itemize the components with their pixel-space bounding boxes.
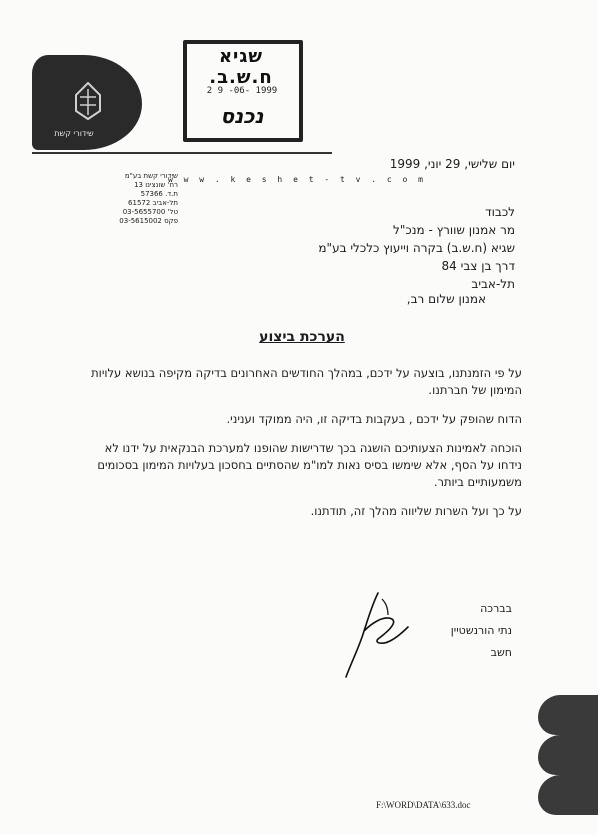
address-line: תל-אביב 61572 <box>128 199 178 207</box>
addressee-line: תל-אביב <box>471 277 515 291</box>
addressee-block <box>260 203 515 293</box>
addressee-line: שגיא (ח.ש.ב) בקרה וייעוץ כלכלי בע"מ <box>318 241 515 255</box>
letter-date: יום שלישי, 29 יוני, 1999 <box>389 157 515 171</box>
closing-greeting: בברכה <box>480 602 512 615</box>
keshet-emblem-icon <box>74 81 102 121</box>
file-path: F:\WORD\DATA\633.doc <box>376 800 471 810</box>
body-paragraph: על פי הזמנתנו, בוצעה על ידכם, במהלך החודשים האחרונים בדיקה מקיפה בנושא עלויות המימון של חברתנו. <box>91 366 522 397</box>
address-line: פקס 03-5615002 <box>119 217 178 225</box>
address-line: ת.ד. 57366 <box>140 190 178 198</box>
addressee-line: דרך בן צבי 84 <box>441 259 515 273</box>
addressee-line: לכבוד <box>485 205 515 219</box>
handwritten-signature <box>338 585 418 685</box>
binder-tab <box>538 695 598 735</box>
keshet-logo <box>32 55 142 150</box>
body-paragraph: הוכחה לאמינות הצעותיכם הושגה בכך שדרישות שהופנו למערכת הבנקאית על ידנו לא נידחו על הסף, אלא שימשו בסיס נאות למו"מ שהסתיים בחסכון בעלויות המימון בסכומים משמעותיים ביותר. <box>97 441 522 489</box>
website-url: w w w . k e s h e t - t v . c o m <box>168 175 426 184</box>
signer-title: חשב <box>490 646 512 659</box>
binder-tab <box>538 735 598 775</box>
address-line: טל' 03-5655700 <box>122 208 178 216</box>
stamp-date: 2 9 -06- 1999 <box>206 86 278 96</box>
closing-block <box>420 598 512 664</box>
addressee-line: מר אמנון שוורץ - מנכ"ל <box>393 223 515 237</box>
body-paragraph: הדוח שהופק על ידכם , בעקבות בדיקה זו, היה ממוקד ועניני. <box>226 412 522 426</box>
stamp-organization: שגיא ח.ש.ב. <box>209 46 273 88</box>
address-line: רח' שונצינו 13 <box>134 181 178 189</box>
binder-tab <box>538 775 598 815</box>
signer-name: נתי הורנשטיין <box>450 624 512 637</box>
letterhead-rule <box>32 152 332 154</box>
stamp-received: נכנס <box>220 104 264 128</box>
subject-heading: הערכת ביצוע <box>259 329 345 345</box>
logo-caption: שידורי קשת <box>54 129 94 138</box>
sender-address <box>78 172 178 226</box>
address-line: שידורי קשת בע"מ <box>124 172 178 180</box>
letter-body <box>80 365 522 532</box>
salutation: אמנון שלום רב, <box>406 292 486 306</box>
body-paragraph: על כך ועל השרות שליווה מהלך זה, תודתנו. <box>310 504 522 518</box>
